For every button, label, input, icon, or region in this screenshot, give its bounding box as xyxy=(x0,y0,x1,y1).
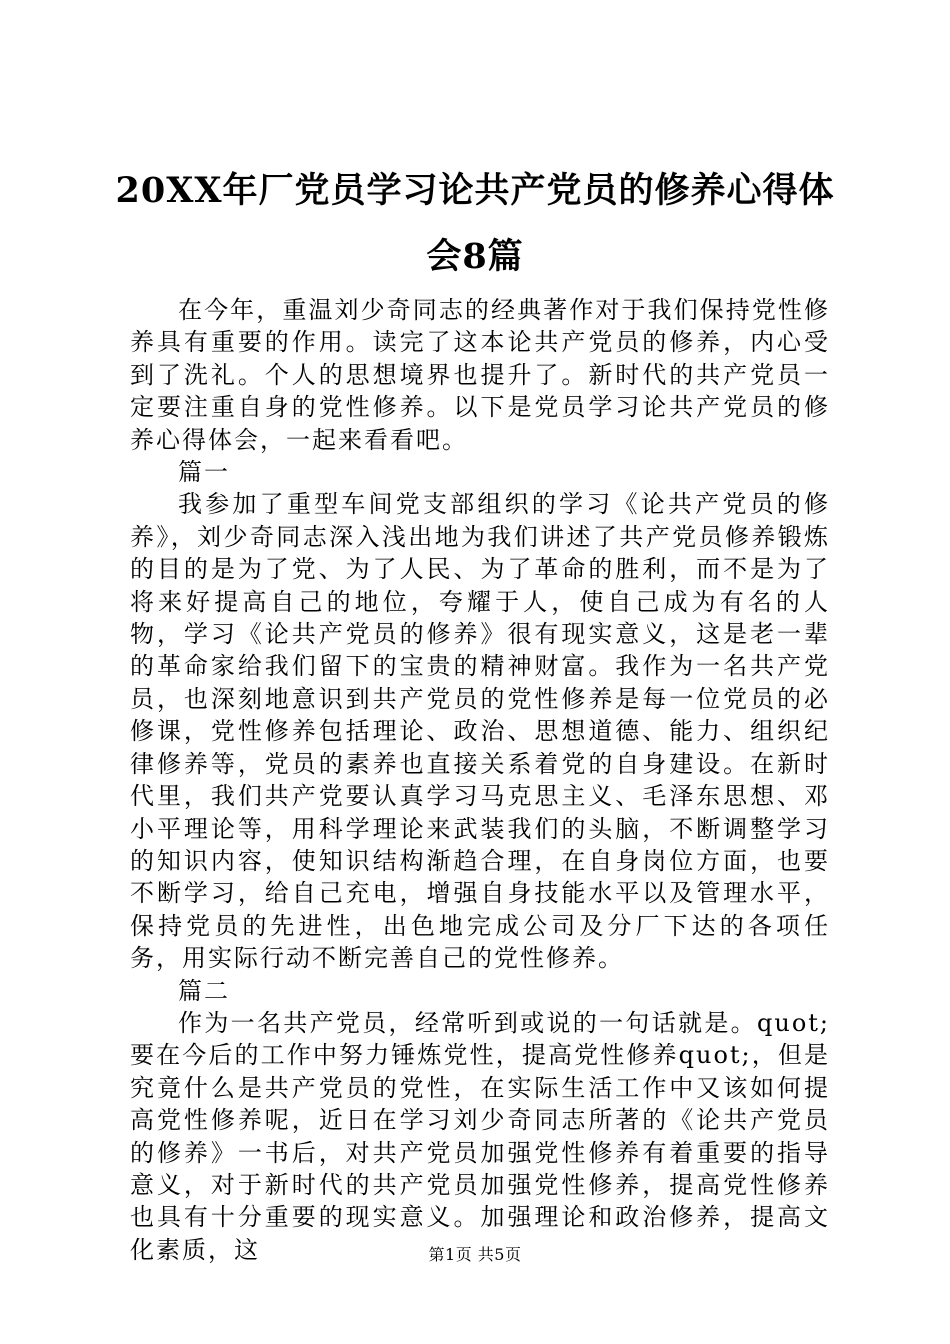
section-2-paragraph: 作为一名共产党员，经常听到或说的一句话就是。quot;要在今后的工作中努力锤炼党性，提高党性修养quot;，但是究竟什么是共产党员的党性，在实际生活工作中又该如何提高党性修养呢，近日在学习刘少奇同志所著的《论共产党员的修养》一书后，对共产党员加强党性修养有着重要的指导意义，对于新时代的共产党员加强党性修养，提高党性修养也具有十分重要的现实意义。加强理论和政治修养，提高文化素质，这 xyxy=(130,1008,830,1264)
intro-paragraph: 在今年，重温刘少奇同志的经典著作对于我们保持党性修养具有重要的作用。读完了这本论共产党员的修养，内心受到了洗礼。个人的思想境界也提升了。新时代的共产党员一定要注重自身的党性修养。以下是党员学习论共产党员的修养心得体会，一起来看看吧。 xyxy=(130,296,830,454)
section-1-paragraph: 我参加了重型车间党支部组织的学习《论共产党员的修养》，刘少奇同志深入浅出地为我们讲述了共产党员修养锻炼的目的是为了党、为了人民、为了革命的胜利，而不是为了将来好提高自己的地位，夸耀于人，使自己成为有名的人物，学习《论共产党员的修养》很有现实意义，这是老一辈的革命家给我们留下的宝贵的精神财富。我作为一名共产党员，也深刻地意识到共产党员的党性修养是每一位党员的必修课，党性修养包括理论、政治、思想道德、能力、组织纪律修养等，党员的素养也直接关系着党的自身建设。在新时代里，我们共产党要认真学习马克思主义、毛泽东思想、邓小平理论等，用科学理论来武装我们的头脑，不断调整学习的知识内容，使知识结构渐趋合理，在自身岗位方面，也要不断学习，给自己充电，增强自身技能水平以及管理水平，保持党员的先进性，出色地完成公司及分厂下达的各项任务，用实际行动不断完善自己的党性修养。 xyxy=(130,490,830,973)
section-heading-2: 篇二 xyxy=(178,976,230,1005)
document-body xyxy=(130,294,830,1266)
document-title: 20XX年厂党员学习论共产党员的修养心得体会8篇 xyxy=(115,170,835,277)
page-number-footer: 第1页 共5页 xyxy=(428,1245,522,1264)
section-heading-1: 篇一 xyxy=(178,458,230,487)
